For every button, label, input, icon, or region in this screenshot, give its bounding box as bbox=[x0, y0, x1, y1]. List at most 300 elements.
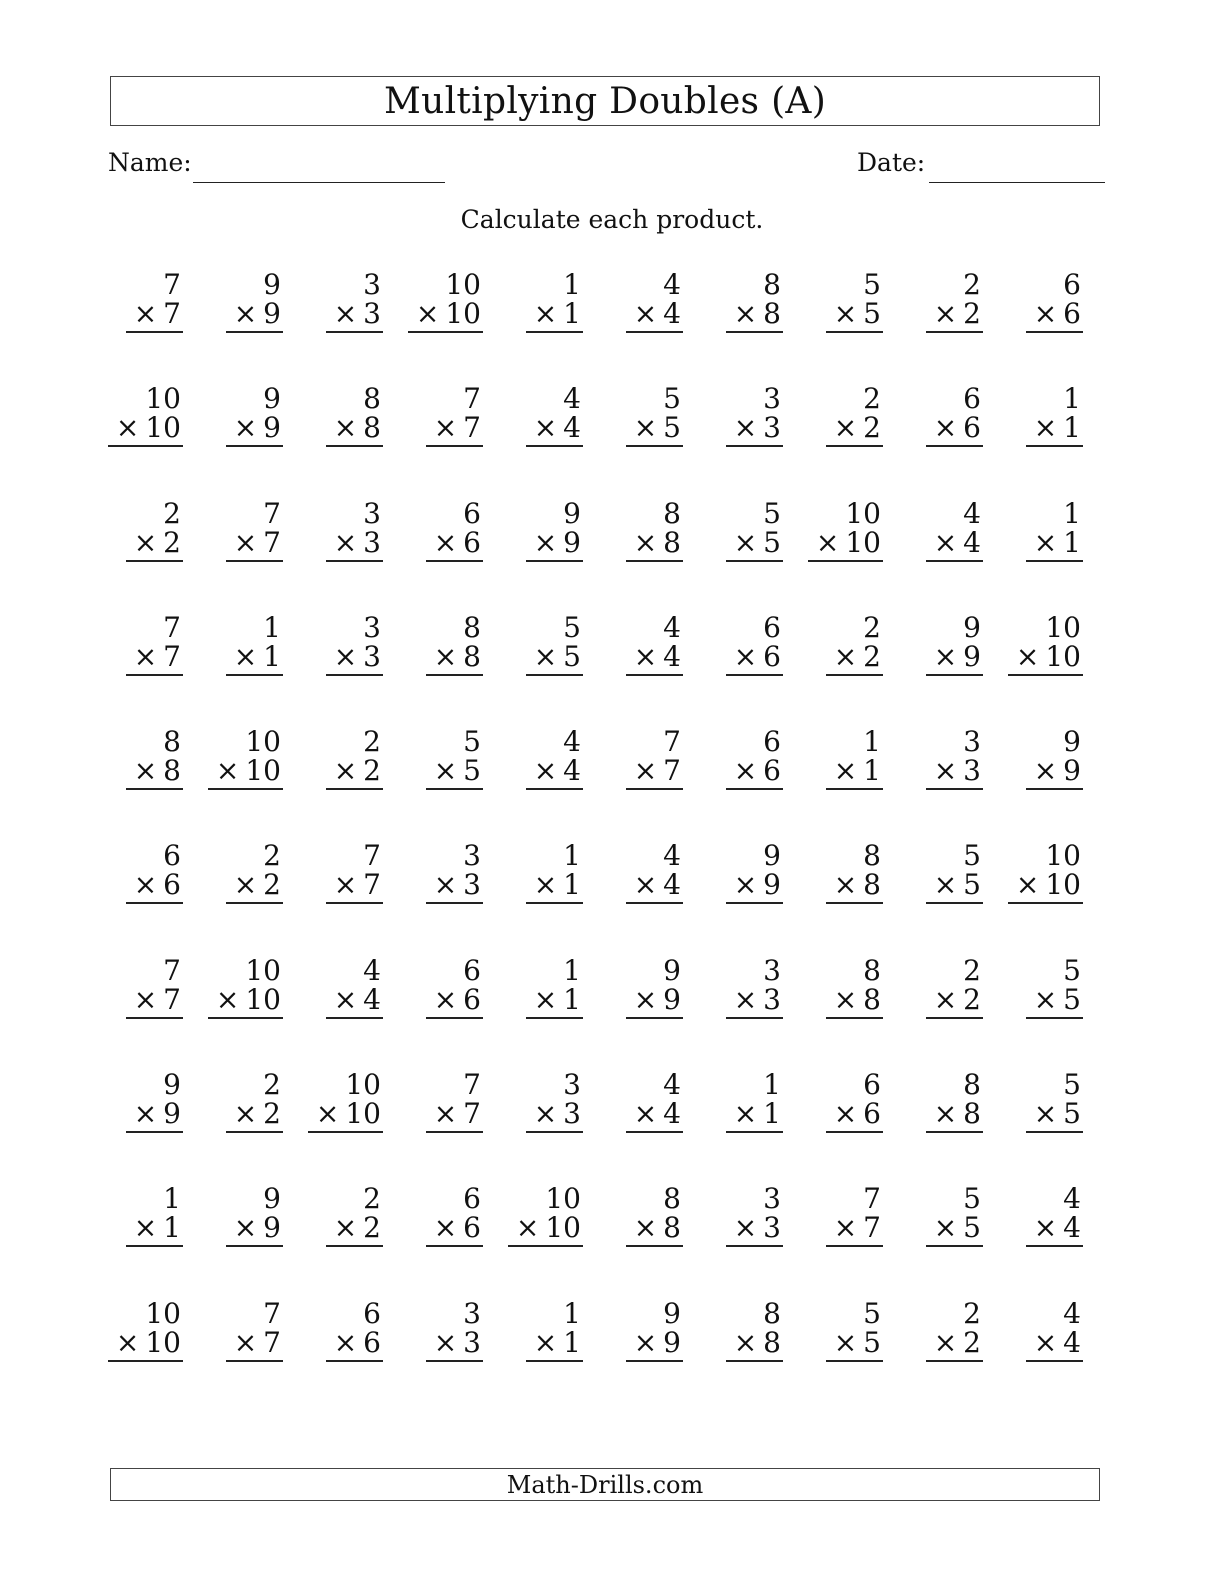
multiplicand: 2 bbox=[263, 1068, 281, 1102]
multiplication-problem bbox=[495, 1184, 595, 1298]
multiplier: 10 bbox=[845, 525, 881, 559]
times-sign: × bbox=[333, 525, 358, 559]
multiplicand: 2 bbox=[963, 953, 981, 987]
multiplicand: 4 bbox=[663, 268, 681, 301]
times-sign: × bbox=[733, 1325, 758, 1359]
multiplication-problem bbox=[295, 727, 395, 841]
problem-stack bbox=[808, 496, 883, 562]
multiplier-row bbox=[626, 1325, 683, 1362]
multiplier-row bbox=[226, 639, 283, 676]
times-sign: × bbox=[233, 297, 258, 330]
multiplier-row bbox=[326, 1213, 383, 1247]
multiplication-problem bbox=[295, 496, 395, 613]
times-sign: × bbox=[1033, 297, 1058, 330]
multiplier: 4 bbox=[363, 982, 381, 1016]
problem-stack bbox=[526, 1296, 583, 1362]
problem-stack bbox=[1026, 1296, 1083, 1362]
times-sign: × bbox=[115, 1325, 140, 1359]
multiplicand: 8 bbox=[463, 610, 481, 644]
times-sign: × bbox=[233, 1211, 258, 1245]
multiplicand: 8 bbox=[763, 1296, 781, 1330]
multiplier-row bbox=[626, 982, 683, 1019]
problem-stack bbox=[326, 270, 383, 333]
multiplication-problem bbox=[195, 610, 295, 727]
times-sign: × bbox=[933, 982, 958, 1016]
multiplicand: 7 bbox=[863, 1182, 881, 1216]
problem-stack bbox=[826, 610, 883, 676]
multiplier: 10 bbox=[245, 982, 281, 1016]
multiplication-problem bbox=[95, 610, 195, 727]
multiplier: 3 bbox=[463, 1325, 481, 1359]
times-sign: × bbox=[533, 982, 558, 1016]
multiplication-problem bbox=[195, 1296, 295, 1413]
multiplier: 6 bbox=[463, 1211, 481, 1245]
problem-stack bbox=[426, 841, 483, 904]
times-sign: × bbox=[433, 1097, 458, 1131]
multiplicand: 3 bbox=[763, 382, 781, 416]
multiplication-problem bbox=[295, 1070, 395, 1184]
multiplier-row bbox=[308, 1099, 383, 1133]
multiplier: 6 bbox=[763, 754, 781, 788]
multiplier: 4 bbox=[663, 639, 681, 673]
multiplier-row bbox=[326, 756, 383, 790]
problem-stack bbox=[726, 610, 783, 676]
multiplication-problem bbox=[95, 496, 195, 613]
multiplier-row bbox=[626, 756, 683, 790]
times-sign: × bbox=[233, 525, 258, 559]
multiplier: 3 bbox=[763, 982, 781, 1016]
multiplicand: 4 bbox=[1063, 1182, 1081, 1216]
multiplier-row bbox=[226, 299, 283, 333]
multiplier: 3 bbox=[763, 1211, 781, 1245]
problem-stack bbox=[326, 496, 383, 562]
times-sign: × bbox=[1033, 754, 1058, 788]
problem-stack bbox=[326, 727, 383, 790]
multiplicand: 9 bbox=[563, 496, 581, 530]
multiplicand: 7 bbox=[163, 953, 181, 987]
problem-stack bbox=[126, 270, 183, 333]
problem-stack bbox=[726, 1296, 783, 1362]
multiplicand: 9 bbox=[163, 1068, 181, 1102]
multiplier: 5 bbox=[1063, 982, 1081, 1016]
problem-stack bbox=[826, 1070, 883, 1133]
multiplier: 1 bbox=[1063, 411, 1081, 445]
times-sign: × bbox=[333, 411, 358, 445]
problem-stack bbox=[826, 727, 883, 790]
multiplier-row bbox=[426, 870, 483, 904]
problem-stack bbox=[726, 496, 783, 562]
times-sign: × bbox=[1033, 411, 1058, 445]
multiplier: 4 bbox=[663, 297, 681, 330]
multiplier: 5 bbox=[1063, 1097, 1081, 1131]
times-sign: × bbox=[733, 982, 758, 1016]
times-sign: × bbox=[1033, 1325, 1058, 1359]
multiplier-row bbox=[1026, 525, 1083, 562]
multiplicand: 8 bbox=[863, 953, 881, 987]
multiplier: 9 bbox=[263, 297, 281, 330]
times-sign: × bbox=[833, 639, 858, 673]
times-sign: × bbox=[933, 525, 958, 559]
times-sign: × bbox=[1033, 982, 1058, 1016]
multiplier: 5 bbox=[963, 868, 981, 902]
multiplier: 9 bbox=[663, 1325, 681, 1359]
multiplier-row bbox=[826, 1213, 883, 1247]
problem-stack bbox=[126, 953, 183, 1019]
problem-stack bbox=[226, 384, 283, 447]
multiplier: 3 bbox=[363, 525, 381, 559]
problem-stack bbox=[426, 727, 483, 790]
times-sign: × bbox=[433, 1325, 458, 1359]
multiplier-row bbox=[108, 1325, 183, 1362]
multiplicand: 3 bbox=[463, 1296, 481, 1330]
multiplier: 3 bbox=[763, 411, 781, 445]
multiplier-row bbox=[208, 756, 283, 790]
problem-stack bbox=[1026, 1184, 1083, 1247]
times-sign: × bbox=[133, 639, 158, 673]
multiplier: 1 bbox=[563, 297, 581, 330]
times-sign: × bbox=[1033, 525, 1058, 559]
multiplier: 9 bbox=[263, 1211, 281, 1245]
multiplier-row bbox=[626, 413, 683, 447]
multiplicand: 7 bbox=[463, 1068, 481, 1102]
multiplier-row bbox=[926, 1213, 983, 1247]
multiplier-row bbox=[126, 982, 183, 1019]
problem-stack bbox=[326, 610, 383, 676]
multiplier: 5 bbox=[863, 297, 881, 330]
problem-stack bbox=[326, 1296, 383, 1362]
multiplicand: 5 bbox=[1063, 1068, 1081, 1102]
multiplier-row bbox=[326, 299, 383, 333]
multiplicand: 3 bbox=[363, 610, 381, 644]
multiplier: 10 bbox=[145, 411, 181, 445]
multiplier: 2 bbox=[963, 982, 981, 1016]
multiplication-problem bbox=[595, 1184, 695, 1298]
problem-grid bbox=[95, 270, 1115, 1413]
multiplier: 9 bbox=[1063, 754, 1081, 788]
times-sign: × bbox=[133, 754, 158, 788]
times-sign: × bbox=[233, 639, 258, 673]
multiplier-row bbox=[1008, 870, 1083, 904]
problem-stack bbox=[726, 727, 783, 790]
multiplicand: 5 bbox=[963, 839, 981, 873]
multiplier-row bbox=[126, 525, 183, 562]
times-sign: × bbox=[633, 639, 658, 673]
multiplier-row bbox=[526, 982, 583, 1019]
multiplier: 1 bbox=[563, 982, 581, 1016]
times-sign: × bbox=[433, 1211, 458, 1245]
problem-stack bbox=[926, 1184, 983, 1247]
multiplier-row bbox=[626, 870, 683, 904]
multiplication-problem bbox=[95, 1296, 195, 1413]
times-sign: × bbox=[633, 525, 658, 559]
problem-stack bbox=[126, 727, 183, 790]
multiplier: 7 bbox=[163, 982, 181, 1016]
multiplication-problem bbox=[295, 270, 395, 384]
times-sign: × bbox=[633, 868, 658, 902]
multiplicand: 1 bbox=[563, 953, 581, 987]
multiplier: 10 bbox=[245, 754, 281, 788]
multiplicand: 10 bbox=[145, 1296, 181, 1330]
multiplicand: 1 bbox=[763, 1068, 781, 1102]
multiplication-problem bbox=[95, 1070, 195, 1184]
multiplicand: 5 bbox=[563, 610, 581, 644]
multiplication-problem bbox=[795, 1184, 895, 1298]
multiplier: 3 bbox=[363, 639, 381, 673]
multiplier: 6 bbox=[163, 868, 181, 902]
times-sign: × bbox=[533, 868, 558, 902]
multiplication-problem bbox=[895, 384, 995, 498]
multiplication-problem bbox=[895, 841, 995, 955]
problem-stack bbox=[426, 953, 483, 1019]
times-sign: × bbox=[433, 868, 458, 902]
problem-stack bbox=[626, 953, 683, 1019]
times-sign: × bbox=[833, 297, 858, 330]
multiplication-problem bbox=[295, 384, 395, 498]
multiplier-row bbox=[526, 756, 583, 790]
multiplier-row bbox=[326, 1325, 383, 1362]
multiplication-problem bbox=[195, 1184, 295, 1298]
multiplier-row bbox=[326, 982, 383, 1019]
multiplicand: 3 bbox=[363, 268, 381, 301]
multiplicand: 5 bbox=[663, 382, 681, 416]
multiplication-problem bbox=[95, 384, 195, 498]
multiplicand: 8 bbox=[863, 839, 881, 873]
problem-stack bbox=[626, 270, 683, 333]
multiplier-row bbox=[626, 299, 683, 333]
multiplier: 10 bbox=[445, 297, 481, 330]
multiplication-problem bbox=[795, 270, 895, 384]
multiplier: 6 bbox=[763, 639, 781, 673]
multiplication-problem bbox=[795, 953, 895, 1070]
multiplication-problem bbox=[95, 953, 195, 1070]
multiplier: 7 bbox=[663, 754, 681, 788]
problem-stack bbox=[226, 496, 283, 562]
multiplier-row bbox=[226, 1099, 283, 1133]
multiplier: 8 bbox=[663, 525, 681, 559]
times-sign: × bbox=[733, 1097, 758, 1131]
multiplier-row bbox=[226, 1325, 283, 1362]
multiplicand: 8 bbox=[363, 382, 381, 416]
multiplier: 1 bbox=[263, 639, 281, 673]
multiplier: 10 bbox=[345, 1097, 381, 1131]
multiplier: 8 bbox=[363, 411, 381, 445]
times-sign: × bbox=[933, 1211, 958, 1245]
multiplicand: 3 bbox=[763, 953, 781, 987]
multiplicand: 9 bbox=[963, 610, 981, 644]
multiplicand: 10 bbox=[545, 1182, 581, 1216]
multiplier: 4 bbox=[563, 411, 581, 445]
multiplier-row bbox=[126, 1099, 183, 1133]
times-sign: × bbox=[133, 982, 158, 1016]
problem-stack bbox=[108, 1296, 183, 1362]
multiplication-problem bbox=[695, 610, 795, 727]
multiplier: 1 bbox=[863, 754, 881, 788]
multiplicand: 1 bbox=[1063, 496, 1081, 530]
multiplication-problem bbox=[495, 496, 595, 613]
multiplier: 4 bbox=[663, 868, 681, 902]
multiplicand: 2 bbox=[363, 1182, 381, 1216]
times-sign: × bbox=[533, 297, 558, 330]
multiplication-problem bbox=[595, 270, 695, 384]
multiplicand: 4 bbox=[963, 496, 981, 530]
problem-stack bbox=[1026, 727, 1083, 790]
problem-stack bbox=[926, 841, 983, 904]
problem-stack bbox=[526, 953, 583, 1019]
multiplier-row bbox=[926, 982, 983, 1019]
times-sign: × bbox=[933, 868, 958, 902]
problem-stack bbox=[626, 1070, 683, 1133]
multiplier-row bbox=[726, 1099, 783, 1133]
times-sign: × bbox=[633, 1211, 658, 1245]
multiplication-problem bbox=[795, 610, 895, 727]
multiplicand: 9 bbox=[663, 953, 681, 987]
multiplication-problem bbox=[995, 1070, 1095, 1184]
multiplier: 5 bbox=[863, 1325, 881, 1359]
multiplier-row bbox=[226, 1213, 283, 1247]
footer-text: Math-Drills.com bbox=[506, 1470, 704, 1499]
multiplicand: 1 bbox=[1063, 382, 1081, 416]
multiplication-problem bbox=[695, 727, 795, 841]
times-sign: × bbox=[833, 1097, 858, 1131]
multiplier-row bbox=[826, 870, 883, 904]
multiplier: 4 bbox=[663, 1097, 681, 1131]
times-sign: × bbox=[233, 1097, 258, 1131]
multiplication-problem bbox=[695, 953, 795, 1070]
multiplicand: 6 bbox=[463, 496, 481, 530]
multiplier: 7 bbox=[463, 1097, 481, 1131]
multiplier: 9 bbox=[763, 868, 781, 902]
problem-stack bbox=[426, 1070, 483, 1133]
multiplier-row bbox=[426, 1099, 483, 1133]
multiplication-problem bbox=[595, 384, 695, 498]
multiplier: 2 bbox=[263, 868, 281, 902]
multiplier-row bbox=[726, 870, 783, 904]
multiplicand: 10 bbox=[1045, 610, 1081, 644]
times-sign: × bbox=[733, 1211, 758, 1245]
multiplicand: 9 bbox=[763, 839, 781, 873]
multiplier-row bbox=[808, 525, 883, 562]
problem-stack bbox=[226, 1296, 283, 1362]
multiplier: 8 bbox=[463, 639, 481, 673]
times-sign: × bbox=[533, 1097, 558, 1131]
problem-stack bbox=[726, 1184, 783, 1247]
name-label: Name: bbox=[108, 148, 192, 177]
times-sign: × bbox=[415, 297, 440, 330]
multiplier-row bbox=[126, 1213, 183, 1247]
multiplier: 1 bbox=[763, 1097, 781, 1131]
multiplier-row bbox=[826, 639, 883, 676]
multiplication-problem bbox=[495, 610, 595, 727]
multiplier: 2 bbox=[963, 1325, 981, 1359]
multiplicand: 9 bbox=[663, 1296, 681, 1330]
multiplier: 6 bbox=[863, 1097, 881, 1131]
multiplication-problem bbox=[995, 727, 1095, 841]
problem-stack bbox=[526, 1070, 583, 1133]
multiplication-problem bbox=[295, 1296, 395, 1413]
multiplier-row bbox=[726, 1213, 783, 1247]
multiplier: 10 bbox=[1045, 639, 1081, 673]
multiplication-problem bbox=[595, 953, 695, 1070]
multiplicand: 6 bbox=[763, 610, 781, 644]
multiplication-problem bbox=[995, 1296, 1095, 1413]
problem-stack bbox=[308, 1070, 383, 1133]
multiplier-row bbox=[726, 525, 783, 562]
multiplicand: 1 bbox=[563, 268, 581, 301]
multiplicand: 6 bbox=[363, 1296, 381, 1330]
problem-stack bbox=[826, 953, 883, 1019]
multiplier-row bbox=[526, 299, 583, 333]
multiplier-row bbox=[626, 639, 683, 676]
problem-stack bbox=[426, 610, 483, 676]
times-sign: × bbox=[333, 639, 358, 673]
multiplicand: 6 bbox=[1063, 268, 1081, 301]
multiplier: 7 bbox=[463, 411, 481, 445]
times-sign: × bbox=[233, 411, 258, 445]
multiplicand: 1 bbox=[163, 1182, 181, 1216]
multiplier-row bbox=[826, 299, 883, 333]
problem-stack bbox=[826, 384, 883, 447]
multiplication-problem bbox=[695, 841, 795, 955]
problem-stack bbox=[226, 1070, 283, 1133]
problem-stack bbox=[226, 1184, 283, 1247]
problem-stack bbox=[826, 841, 883, 904]
multiplicand: 9 bbox=[263, 1182, 281, 1216]
multiplier: 6 bbox=[363, 1325, 381, 1359]
multiplier-row bbox=[126, 756, 183, 790]
multiplicand: 3 bbox=[563, 1068, 581, 1102]
problem-stack bbox=[626, 384, 683, 447]
multiplier-row bbox=[926, 299, 983, 333]
problem-stack bbox=[826, 1184, 883, 1247]
multiplicand: 3 bbox=[763, 1182, 781, 1216]
multiplier: 6 bbox=[963, 411, 981, 445]
multiplication-problem bbox=[295, 610, 395, 727]
multiplicand: 1 bbox=[863, 725, 881, 759]
multiplicand: 3 bbox=[463, 839, 481, 873]
times-sign: × bbox=[233, 868, 258, 902]
multiplication-problem bbox=[995, 841, 1095, 955]
name-blank-line bbox=[193, 182, 445, 183]
multiplicand: 10 bbox=[245, 953, 281, 987]
multiplier-row bbox=[526, 1325, 583, 1362]
multiplication-problem bbox=[595, 727, 695, 841]
multiplicand: 5 bbox=[963, 1182, 981, 1216]
multiplier: 7 bbox=[863, 1211, 881, 1245]
multiplicand: 8 bbox=[663, 496, 681, 530]
problem-stack bbox=[626, 727, 683, 790]
multiplicand: 6 bbox=[463, 1182, 481, 1216]
multiplicand: 1 bbox=[263, 610, 281, 644]
multiplication-problem bbox=[295, 953, 395, 1070]
multiplier: 9 bbox=[963, 639, 981, 673]
multiplication-problem bbox=[695, 1296, 795, 1413]
multiplier: 5 bbox=[463, 754, 481, 788]
multiplier-row bbox=[926, 639, 983, 676]
date-blank-line bbox=[929, 182, 1105, 183]
multiplication-problem bbox=[395, 1184, 495, 1298]
multiplier: 4 bbox=[1063, 1325, 1081, 1359]
times-sign: × bbox=[215, 754, 240, 788]
problem-stack bbox=[426, 1184, 483, 1247]
multiplicand: 1 bbox=[563, 1296, 581, 1330]
problem-stack bbox=[626, 1184, 683, 1247]
multiplier: 1 bbox=[1063, 525, 1081, 559]
multiplication-problem bbox=[795, 727, 895, 841]
multiplier: 6 bbox=[1063, 297, 1081, 330]
multiplier-row bbox=[726, 756, 783, 790]
multiplier-row bbox=[726, 982, 783, 1019]
multiplication-problem bbox=[495, 1296, 595, 1413]
